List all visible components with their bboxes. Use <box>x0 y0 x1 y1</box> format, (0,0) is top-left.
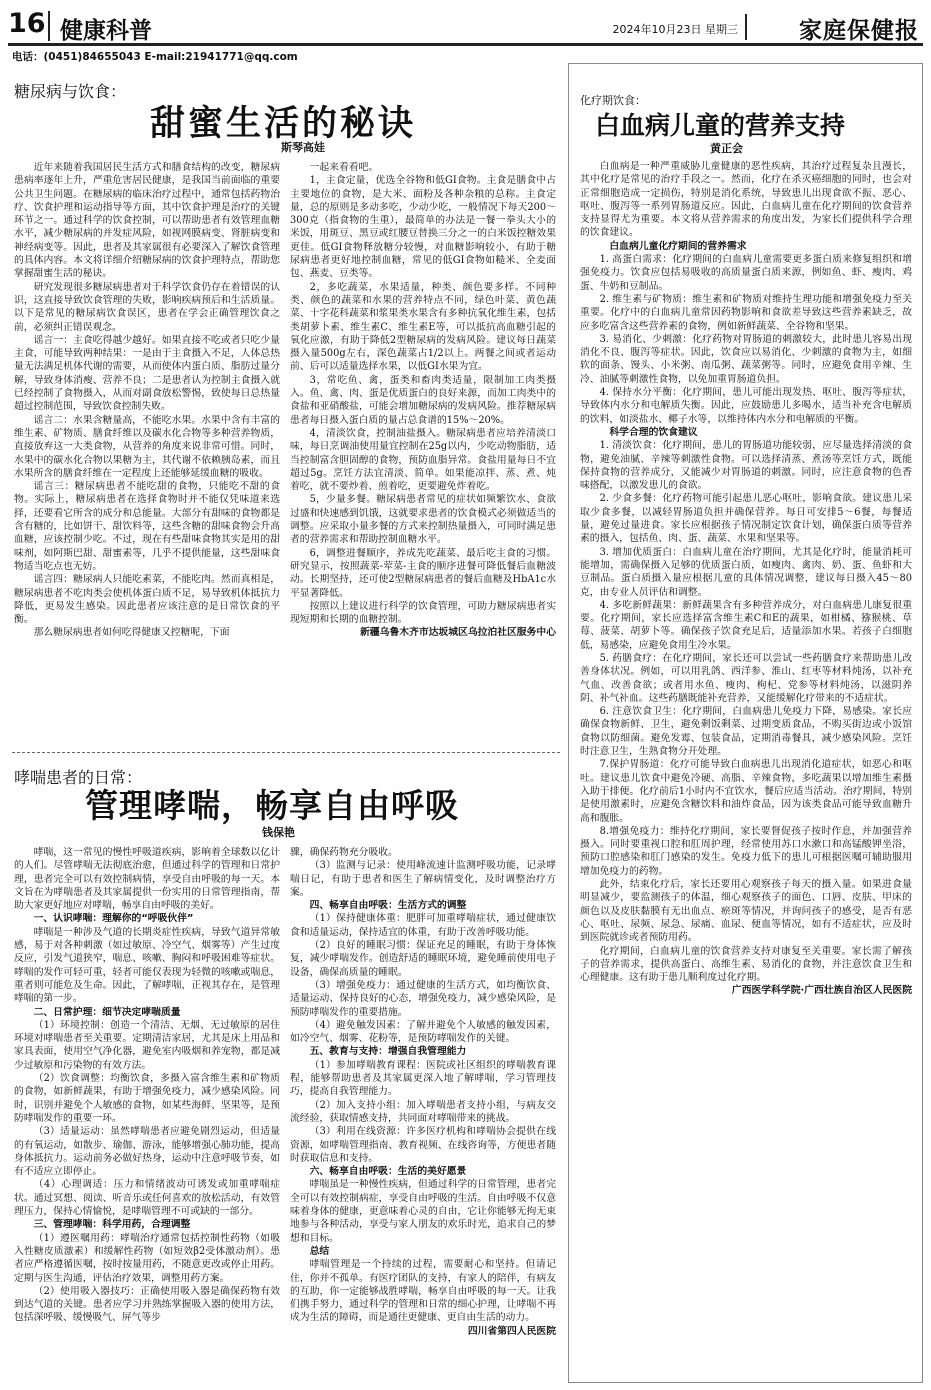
paragraph: 1. 高蛋白需求：化疗期间的白血病儿童需要更多蛋白质来修复组织和增强免疫力。饮食应包括易吸收的高质量蛋白质来源，例如鱼、虾、瘦肉、鸡蛋、牛奶和豆制品。 <box>580 254 912 292</box>
subheading: 白血病儿童化疗期间的营养需求 <box>609 240 747 252</box>
article3-body <box>580 160 912 1378</box>
paragraph: 近年来随着我国居民生活方式和膳食结构的改变，糖尿病患病率逐年上升，严重危害居民健康，是我国当前面临的重要公共卫生问题。在糖尿病的临床治疗过程中，通常包括药物治疗、饮食护理和运动指导等方面，其中饮食护理是治疗的关键环节之一。通过科学的饮食控制，可以帮助患者有效管理血糖水平，减少糖尿病的并发症风险，如视网膜病变、肾脏病变和神经病变等。因此，患者及其家属很有必要深入了解饮食管理的具体内容。本文将详细介绍糖尿病的饮食护理特点，帮助您掌握甜蜜生活的秘诀。 <box>14 162 280 280</box>
issue-date: 2024年10月23日 星期三 <box>612 23 738 36</box>
paragraph: （2）良好的睡眠习惯：保证充足的睡眠，有助于身体恢复，减少哮喘发作。创造舒适的睡眠环境，避免睡前使用电子设备，确保高质量的睡眠。 <box>290 940 556 978</box>
paragraph: （3）监测与记录：使用峰流速计监测呼吸功能，记录哮喘日记，有助于患者和医生了解病情变化，及时调整治疗方案。 <box>290 860 556 898</box>
subheading: 六、畅享自由呼吸：生活的美好愿景 <box>309 1166 467 1178</box>
paragraph: 4. 多吃新鲜蔬果：新鲜蔬果含有多种营养成分，对白血病患儿康复很重要。化疗期间，家长应选择富含维生素C和E的蔬果，如柑橘、猕猴桃、草莓、菠菜、胡萝卜等。确保孩子饮食充足后，适量添加水果。若孩子白细胞低，易感染，应避免食用生冷水果。 <box>580 599 912 651</box>
article2-headline: 管理哮喘，畅享自由呼吸 <box>85 786 459 825</box>
paragraph: 5. 药膳食疗：在化疗期间，家长还可以尝试一些药膳食疗来帮助患儿改善身体状况。例如，可以用乳鸽、西洋参、淮山、红枣等材料炖汤，以补充气血、改善食欲；或者用水鱼、瘦肉、枸杞、党参等材料炖汤，以滋阴养阴、补气补血。这些药膳既能补充营养，又能缓解化疗带来的不适症状。 <box>580 652 912 704</box>
paragraph: 谣言三：糖尿病患者不能吃甜的食物，只能吃不甜的食物。实际上，糖尿病患者在选择食物时并不能仅凭味道来选择，还要看它所含的成分和总能量。大部分有甜味的食物都是含有糖的，比如饼干、甜饮料等，这些含糖的甜味食物会升高血糖，应该控制少吃。不过，现在有些甜味食物其实是用的甜味剂，如阿斯巴甜、甜蜜素等，几乎不提供能量，这些甜味食物适当吃点也无妨。 <box>14 481 280 572</box>
paragraph: 3. 易消化、少刺激：化疗药物对胃肠道的刺激较大，此时患儿容易出现消化不良、腹泻等症状。因此，饮食应以易消化、少刺激的食物为主，如细软的面条、馒头、小米粥、南瓜粥、蔬菜粥等。同时，应避免食用辛辣、生冷、油腻等刺激性食物，以免加重胃肠道负担。 <box>580 333 912 385</box>
paragraph: 哮喘管理是一个持续的过程，需要耐心和坚持。但请记住，你并不孤单。有医疗团队的支持，有家人的陪伴，有病友的互助，你一定能够战胜哮喘，畅享自由呼吸的每一天。让我们携手努力，通过科学的管理和日常的细心护理，让哮喘不再成为生活的障碍，而是通往更健康、更自由生活的动力。 <box>290 1259 556 1324</box>
paragraph: 研究发现很多糖尿病患者对于科学饮食仍存在着错误的认识，这直接导致饮食管理的失败，影响疾病预后和生活质量。以下是常见的糖尿病饮食误区，患者在学会正确管理饮食之前，必须纠正错误观念。 <box>14 281 280 333</box>
subheading: 三、管理哮喘：科学用药，合理调整 <box>33 1219 191 1231</box>
page-number: 16 <box>8 8 46 39</box>
paragraph: （2）加入支持小组：加入哮喘患者支持小组，与病友交流经验，获取情感支持，共同面对哮喘带来的挑战。 <box>290 1099 556 1124</box>
paragraph: （4）心理调适：压力和情绪波动可诱发或加重哮喘症状。通过冥想、阅读、听音乐或任何喜欢的放松活动，有效管理压力，保持心情愉悦，是哮喘管理不可或缺的一部分。 <box>14 1179 280 1218</box>
paragraph: 4，清淡饮食，控制油盐摄入。糖尿病患者应培养清淡口味，每日烹调油使用量宜控制在25g以内，少吃动物脂肪，适当控制富含胆固醇的食物，预防血脂异常。食盐用量每日不宜超过5g。烹饪方法宜清淡、简单。如果能凉拌、蒸、煮、炖着吃，就不要炒着、煎着吃，更要避免炸着吃。 <box>290 427 556 493</box>
paragraph: （1）遵医嘱用药：哮喘治疗通常包括控制性药物（如吸入性糖皮质激素）和缓解性药物（如短效β2受体激动剂）。患者应严格遵循医嘱，按时按量用药，不随意更改或停止用药。定期与医生沟通，评估治疗效果，调整用药方案。 <box>14 1232 280 1284</box>
article2-column-1 <box>14 846 280 1382</box>
paragraph: （3）适量运动：虽然哮喘患者应避免剧烈运动，但适量的有氧运动，如散步、瑜伽、游泳，能够增强心肺功能，提高身体抵抗力。运动前务必做好热身，运动中注意呼吸节奏，如有不适应立即停止。 <box>14 1126 280 1178</box>
masthead <box>8 6 923 46</box>
paragraph: 5，少量多餐。糖尿病患者常见的症状如频繁饮水、食欲过盛和快速感到饥饿，这就要求患者的饮食模式必须做适当的调整。应采取小量多餐的方式来控制热量摄入，可同时满足患者的营养需求和帮助控制血糖水平。 <box>290 494 556 546</box>
paragraph: 1，主食定量，优选全谷物和低GI食物。主食是膳食中占主要地位的食物，是大米、面粉及各种杂粮的总称。主食定量，总的原则是多动多吃，少动少吃，一般情况下每天200～300克（指食物的生重），最简单的办法是一餐一拳头大小的米饭，用斑豆、黑豆或红腰豆替换三分之一的白米饭控糖效果更佳。低GI食物释放糖分较慢，对血糖影响较小，有助于糖尿病患者更好地控制血糖，常见的低GI食物如糙米、全麦面包、燕麦、豆类等。 <box>290 175 556 280</box>
paragraph: 按照以上建议进行科学的饮食管理，可助力糖尿病患者实现短期和长期的血糖控制。 <box>290 600 556 626</box>
paragraph: 7.保护胃肠道：化疗可能导致白血病患儿出现消化道症状，如恶心和呕吐。建议患儿饮食中避免冷硬、高脂、辛辣食物，多吃蔬果以增加维生素摄入助于排便。化疗前后1小时内不宜饮水，餐后应适当活动。治疗期间，特别是使用激素时，应避免含糖饮料和油炸食品，因为该类食品可能导致血糖升高和腹胀。 <box>580 759 912 824</box>
paragraph: 6，调整进餐顺序，养成先吃蔬菜、最后吃主食的习惯。研究显示，按照蔬菜-荤菜-主食的顺序进餐可降低餐后血糖波动。长期坚持，还可使2型糖尿病患者的餐后血糖及HbA1c水平显著降低。 <box>290 547 556 599</box>
paragraph: （1）参加哮喘教育课程：医院或社区组织的哮喘教育课程，能够帮助患者及其家属更深入地了解哮喘，学习管理技巧，提高自我管理能力。 <box>290 1059 556 1098</box>
paragraph: 哮喘，这一常见的慢性呼吸道疾病，影响着全球数以亿计的人们。尽管哮喘无法彻底治愈，但通过科学的管理和日常护理，患者完全可以有效控制病情，享受自由呼吸的每一天。本文旨在为哮喘患者及其家属提供一份实用的日常管理指南，帮助大家更好地应对哮喘，畅享自由呼吸的美好。 <box>14 847 280 912</box>
paragraph: 此外，结束化疗后，家长还要用心观察孩子每天的摄入量。如果进食量明显减少，要监测孩子的体温，细心观察孩子的面色、口唇、皮肤、甲床的颜色以及皮肤黏膜有无出血点、瘀斑等情况，并询问孩子的感受，是否有恶心、呕吐、尿频、尿急、尿痛、血尿、便血等情况，如有不适症状，应及时到医院就诊或者预防用药。 <box>580 879 912 944</box>
paragraph: （4）避免触发因素：了解并避免个人敏感的触发因素，如冷空气、烟雾、花粉等，是预防哮喘发作的关键。 <box>290 1019 556 1045</box>
paragraph: 哮喘虽是一种慢性疾病，但通过科学的日常管理，患者完全可以有效控制病症，享受自由呼吸的生活。自由呼吸不仅意味着身体的健康，更意味着心灵的自由，它让你能够无拘无束地参与各种活动，享受与家人朋友的欢乐时光，追求自己的梦想和目标。 <box>290 1179 556 1244</box>
subheading: 总结 <box>309 1245 330 1257</box>
paragraph: （3）增强免疫力：通过健康的生活方式，如均衡饮食、适量运动、保持良好的心态，增强免疫力，减少感染风险，是预防哮喘发作的重要措施。 <box>290 979 556 1018</box>
paragraph: 1. 清淡饮食：化疗期间，患儿的胃肠道功能较弱，应尽量选择清淡的食物，避免油腻、辛辣等刺激性食物。可以选择清蒸、煮汤等烹饪方式，既能保持食物的营养成分，又能减少对胃肠道的刺激。同时，应注意食物的色香味搭配，以激发患儿的食欲。 <box>580 440 912 492</box>
paragraph: 那么糖尿病患者如何吃得健康又控糖呢，下面 <box>33 627 230 639</box>
subheading: 四、畅享自由呼吸：生活方式的调整 <box>309 900 467 912</box>
paragraph: 化疗期间，白血病儿童的饮食营养支持对康复至关重要。家长需了解孩子的营养需求，提供高蛋白、高维生素、易消化的食物，并注意饮食卫生和心理健康。这有助于患儿顺利度过化疗期。 <box>580 945 912 984</box>
paragraph: 3，常吃鱼、禽，蛋类和畜肉类适量，限制加工肉类摄入。鱼、禽、肉、蛋是优质蛋白的良好来源，而加工肉类中的食盐和亚硝酸盐，可能会增加糖尿病的发病风险。推荐糖尿病患者每日摄入蛋白质的量占总食谱的15%～20%。 <box>290 374 556 426</box>
paragraph: 8.增强免疫力：维持化疗期间，家长要督促孩子按时作息，并加强营养摄入。同时要重视口腔和肛周护理，经常使用苏口水漱口和高锰酸钾坐浴，预防口腔感染和肛门感染的发生。免疫力低下的患儿可根据医嘱可辅助服用增加免疫力的药物。 <box>580 825 912 877</box>
masthead-divider <box>48 11 50 41</box>
author-affiliation: 四川省第四人民医院 <box>467 1325 556 1337</box>
paragraph: 2，多吃蔬菜，水果适量，种类、颜色要多样。不同种类、颜色的蔬菜和水果的营养特点不同，绿色叶菜、黄色蔬菜、十字花科蔬菜和浆果类水果含有多种抗氧化维生素，包括类胡萝卜素、维生素C、维生素E等，可以抵抗高血糖引起的氧化应激，有助于降低2型糖尿病的发病风险。建议每日蔬菜摄入量500g左右，深色蔬菜占1/2以上。两餐之间或者运动前、后可以适量选择水果，以低GI水果为宜。 <box>290 281 556 373</box>
article2-kicker: 哮喘患者的日常： <box>14 768 143 787</box>
paper-name: 家庭保健报 <box>799 17 919 44</box>
subheading: 五、教育与支持：增强自我管理能力 <box>309 1046 467 1058</box>
article1-column-2 <box>290 161 556 741</box>
subheading: 科学合理的饮食建议 <box>609 426 698 438</box>
article1-column-1 <box>14 161 280 741</box>
article-divider <box>12 752 560 753</box>
paragraph: 4. 保持水分平衡：化疗期间，患儿可能出现发热、呕吐、腹泻等症状，导致体内水分和电解质失衡。因此，应鼓励患儿多喝水，适当补充含电解质的饮料，如淡盐水、椰子水等，以维持体内水分和电解质的平衡。 <box>580 387 912 425</box>
article1-kicker: 糖尿病与饮食： <box>14 82 127 101</box>
paragraph: 谣言四：糖尿病人只能吃素菜，不能吃肉。然而真相是，糖尿病患者不吃肉类会使机体蛋白质不足，易导致机体抵抗力降低，更易发生感染。因此患者应该注意的是日常饮食的平衡。 <box>14 574 280 626</box>
section-name: 健康科普 <box>60 17 152 44</box>
paragraph: 3. 增加优质蛋白：白血病儿童在治疗期间，尤其是化疗时，能量消耗可能增加，需确保摄入足够的优质蛋白质，如瘦肉、禽肉、奶、蛋、鱼虾和大豆制品。蛋白质摄入量应根据儿童的具体情况调整，建议每日摄入45～80克，由专业人员评估和调整。 <box>580 546 912 598</box>
paragraph: （1）保持健康体重：肥胖可加重哮喘症状，通过健康饮食和适量运动，保持适宜的体重，有助于改善呼吸功能。 <box>290 913 556 938</box>
article1-headline: 甜蜜生活的秘诀 <box>150 103 417 144</box>
article3-author: 黄正会 <box>710 142 743 155</box>
paragraph: 谣言二：水果含糖量高，不能吃水果。水果中含有丰富的维生素、矿物质、膳食纤维以及碳水化合物等多种营养物质，直接放弃这一大类食物，从营养的角度来说非常可惜。同时，水果中的碳水化合物以果糖为主，其代谢不依赖胰岛素，而且水果所含的膳食纤维在一定程度上还能够延缓血糖的吸收。 <box>14 414 280 479</box>
subheading: 一、认识哮喘：理解你的“呼吸伙伴” <box>33 913 194 925</box>
paragraph: （2）使用吸入器技巧：正确使用吸入器是确保药物有效到达气道的关键。患者应学习并熟练掌握吸入器的使用方法，包括深呼吸、缓慢吸气、屏气等步 <box>14 1285 280 1324</box>
paragraph: （2）饮食调整：均衡饮食，多摄入富含维生素和矿物质的食物，如新鲜蔬果，有助于增强免疫力，减少感染风险。同时，识别并避免个人敏感的食物，如某些海鲜、坚果等，是预防哮喘发作的重要一环。 <box>14 1073 280 1124</box>
paragraph: 6. 注意饮食卫生：化疗期间，白血病患儿免疫力下降，易感染。家长应确保食物新鲜、卫生，避免剩饭剩菜、过期变质食品，不购买街边或小饭馆食物以防细菌。避免发霉、包装食品，定期消毒餐具，减少感染风险。烹饪时注意卫生，生熟食物分开处理。 <box>580 706 912 758</box>
author-affiliation: 广西医学科学院·广西壮族自治区人民医院 <box>731 985 912 997</box>
paragraph: （1）环境控制：创造一个清洁、无烟、无过敏原的居住环境对哮喘患者至关重要。定期清洁家居，尤其是床上用品和家具表面，使用空气净化器，避免室内吸烟和养宠物，都是减少过敏原和污染物的有效方法。 <box>14 1019 280 1071</box>
paragraph: 谣言一：主食吃得越少越好。如果直接不吃或者只吃少量主食，可能导致两种结果：一是由于主食摄入不足，人体总热量无法满足机体代谢的需要，从而使体内蛋白质、脂肪过量分解，导致身体消瘦、营养不良；二是患者认为控制主食摄入就已经控制了食物摄入，从而对副食放松警惕，致使每日总热量超过控制范围，导致饮食控制失败。 <box>14 334 280 413</box>
article1-author: 斯琴高娃 <box>281 141 325 154</box>
paragraph: 骤，确保药物充分吸收。 <box>290 847 398 858</box>
subheading: 二、日常护理：细节决定哮喘质量 <box>33 1006 181 1018</box>
article2-column-2 <box>290 846 556 1382</box>
author-affiliation: 新疆乌鲁木齐市达坂城区乌拉泊社区服务中心 <box>360 627 556 639</box>
contact-line: 电话：(0451)84655043 E-mail:21941771@qq.com <box>12 51 298 63</box>
paragraph: 白血病是一种严重威胁儿童健康的恶性疾病，其治疗过程复杂且漫长，其中化疗是常见的治疗手段之一。然而，化疗在杀灭癌细胞的同时，也会对正常细胞造成一定损伤，特别是消化系统，导致患儿出现食欲不振、恶心、呕吐、腹泻等一系列胃肠道反应。因此，白血病儿童在化疗期间的饮食营养支持显得尤为重要。本文将从营养需求的角度出发，为家长们提供科学合理的饮食建议。 <box>580 161 912 239</box>
paragraph: 2. 维生素与矿物质：维生素和矿物质对维持生理功能和增强免疫力至关重要。化疗中的白血病儿童常因药物影响和食欲差导致这些营养素缺乏，故应多吃富含这些营养素的食物，例如新鲜蔬菜、全谷物和坚果。 <box>580 293 912 332</box>
paragraph: 哮喘是一种涉及气道的长期炎症性疾病，导致气道异常敏感，易于对各种刺激（如过敏原、冷空气、烟雾等）产生过度反应，引发气道狭窄，喘息、咳嗽、胸闷和呼吸困难等症状。哮喘的发作可轻可重，轻者可能仅表现为轻微的咳嗽或喘息，重者则可能危及生命。因此，了解哮喘，正视其存在，是管理哮喘的第一步。 <box>14 926 280 1005</box>
paragraph: 一起来看看吧。 <box>309 162 379 173</box>
paragraph: （3）利用在线资源：许多医疗机构和哮喘协会提供在线资源，如哮喘管理指南、教育视频、在线咨询等，方便患者随时获取信息和支持。 <box>290 1126 556 1164</box>
masthead-divider-right <box>745 14 747 40</box>
article3-headline: 白血病儿童的营养支持 <box>595 111 846 140</box>
paragraph: 2. 少食多餐：化疗药物可能引起患儿恶心呕吐，影响食欲。建议患儿采取少食多餐，以减轻胃肠道负担并确保营养。每日可安排5～6餐，每餐适量，避免过量进食。家长应根据孩子情况制定饮食计划，确保蛋白质等营养素的摄入，包括鱼、肉、蛋、蔬菜、水果和坚果等。 <box>580 493 912 545</box>
article2-author: 钱保艳 <box>262 826 295 839</box>
article3-kicker: 化疗期饮食： <box>580 94 646 107</box>
